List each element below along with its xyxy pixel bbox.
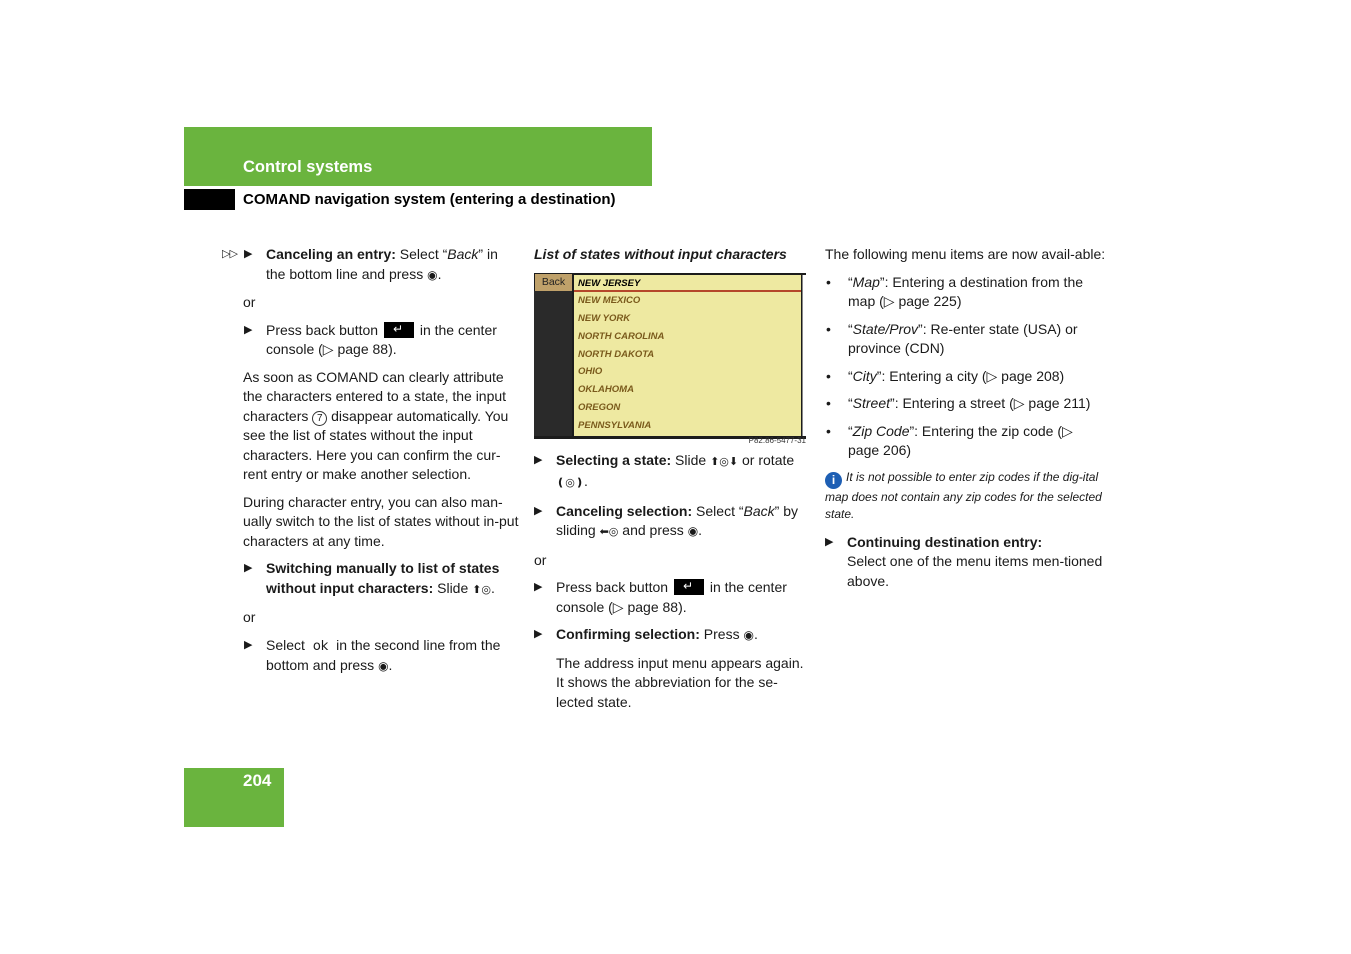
or-separator: or <box>243 609 256 625</box>
column-2 <box>534 245 810 720</box>
paragraph-manual-switch: During character entry, you can also man-ually switch to the list of states without in-put characters at any time. <box>243 493 519 549</box>
header-marker <box>184 189 235 210</box>
figure-id: P82.86-5477-31 <box>748 436 806 445</box>
rotate-icon: ❪◎❫ <box>556 477 585 489</box>
step-triangle-icon: ▶ <box>244 562 253 574</box>
menu-item-map: • “Map”: Entering a destination from the map (▷ page 225) <box>826 273 1084 309</box>
back-softkey: Back <box>535 274 572 291</box>
map-background <box>534 291 572 436</box>
info-note: i It is not possible to enter zip codes if the dig-ital map does not contain any zip codes for the selected state. <box>825 469 1102 521</box>
menu-item-street: • “Street”: Entering a street (▷ page 211) <box>826 395 1091 411</box>
step-triangle-icon: ▶ <box>244 248 253 260</box>
column-1 <box>222 245 520 685</box>
step-triangle-icon: ▶ <box>244 323 253 336</box>
step-cancel-entry: ▷▷ ▶ Canceling an entry: Select “Back” in the bottom line and press ◉. <box>222 245 520 285</box>
step-canceling-selection: ▶ Canceling selection: Select “Back” by sliding ⬅◎ and press ◉. <box>534 502 810 543</box>
continue-arrows-icon: ▷▷ <box>222 248 237 260</box>
state-list-screenshot <box>534 273 806 445</box>
menu-item-city: • “City”: Entering a city (▷ page 208) <box>826 367 1065 384</box>
confirm-result: The address input menu appears again. It shows the abbreviation for the se-lected state. <box>556 654 804 710</box>
comand-knob-press-icon: ◉ <box>378 659 389 673</box>
step-press-back: ▶ Press back button ↵ in the center console (▷ page 88). <box>222 321 520 360</box>
page-number: 204 <box>243 771 272 790</box>
list-item: OHIO <box>578 366 603 378</box>
figure-caption: List of states without input characters <box>534 246 787 262</box>
back-button-icon <box>674 579 704 595</box>
list-item: PENNSYLVANIA <box>578 419 652 431</box>
comand-knob-press-icon: ◉ <box>427 267 438 282</box>
step-select-ok: ▶ Select ok in the second line from the bottom and press ◉. <box>222 636 520 677</box>
step-switch-manually: ▶ Switching manually to list of states without input characters: Slide ⬆◎. <box>222 559 520 600</box>
step-triangle-icon: ▶ <box>534 581 543 593</box>
slide-left-icon: ⬅◎ <box>599 526 619 538</box>
step-triangle-icon: ▶ <box>244 638 253 651</box>
list-item: NORTH CAROLINA <box>578 330 665 342</box>
step-press-back: ▶ Press back button ↵ in the center console (▷ page 88). <box>534 578 810 617</box>
info-icon: i <box>825 472 842 489</box>
comand-knob-press-icon: ◉ <box>743 628 754 642</box>
state-list <box>574 275 801 436</box>
section-title: Control systems <box>243 158 373 176</box>
list-item: NEW YORK <box>578 313 631 325</box>
slide-up-icon: ⬆◎ <box>472 583 491 596</box>
step-selecting-state: ▶ Selecting a state: Slide ⬆◎⬇ or rotate ❪◎❫. <box>534 451 810 494</box>
comand-knob-press-icon: ◉ <box>687 524 699 538</box>
step-continue-entry: ▶ Continuing destination entry: Select one of the menu items men-tioned above. <box>825 533 1103 589</box>
menu-item-state: • “State/Prov”: Re-enter state (USA) or province (CDN) <box>826 320 1078 356</box>
page-subtitle: COMAND navigation system (entering a destination) <box>243 191 616 208</box>
list-item: NEW JERSEY <box>574 275 801 293</box>
menu-intro: The following menu items are now avail-able: <box>825 246 1106 262</box>
list-item: NEW MEXICO <box>578 295 641 307</box>
ok-symbol: ok <box>312 638 329 654</box>
paragraph-auto-attribute: As soon as COMAND can clearly attribute the characters entered to a state, the input characters 7 disappear automatically. You see the list of states without the input characters. Here you can confirm the cur-rent entry or make another selection. <box>243 368 509 482</box>
step-triangle-icon: ▶ <box>825 535 834 548</box>
step-confirming-selection: ▶ Confirming selection: Press ◉. <box>534 625 810 646</box>
menu-item-zip: • “Zip Code”: Entering the zip code (▷ page 206) <box>826 422 1073 458</box>
step-triangle-icon: ▶ <box>534 504 543 517</box>
slide-up-down-icon: ⬆◎⬇ <box>710 455 739 468</box>
list-item: NORTH DAKOTA <box>578 348 655 360</box>
scrollbar <box>802 275 806 436</box>
step-triangle-icon: ▶ <box>534 628 543 640</box>
back-button-icon <box>384 322 414 338</box>
or-separator: or <box>243 294 256 310</box>
step-triangle-icon: ▶ <box>534 453 543 466</box>
or-separator: or <box>534 551 547 568</box>
list-item: OKLAHOMA <box>578 384 634 396</box>
callout-number: 7 <box>312 411 327 426</box>
column-3 <box>825 245 1107 599</box>
list-item: OREGON <box>578 402 621 414</box>
